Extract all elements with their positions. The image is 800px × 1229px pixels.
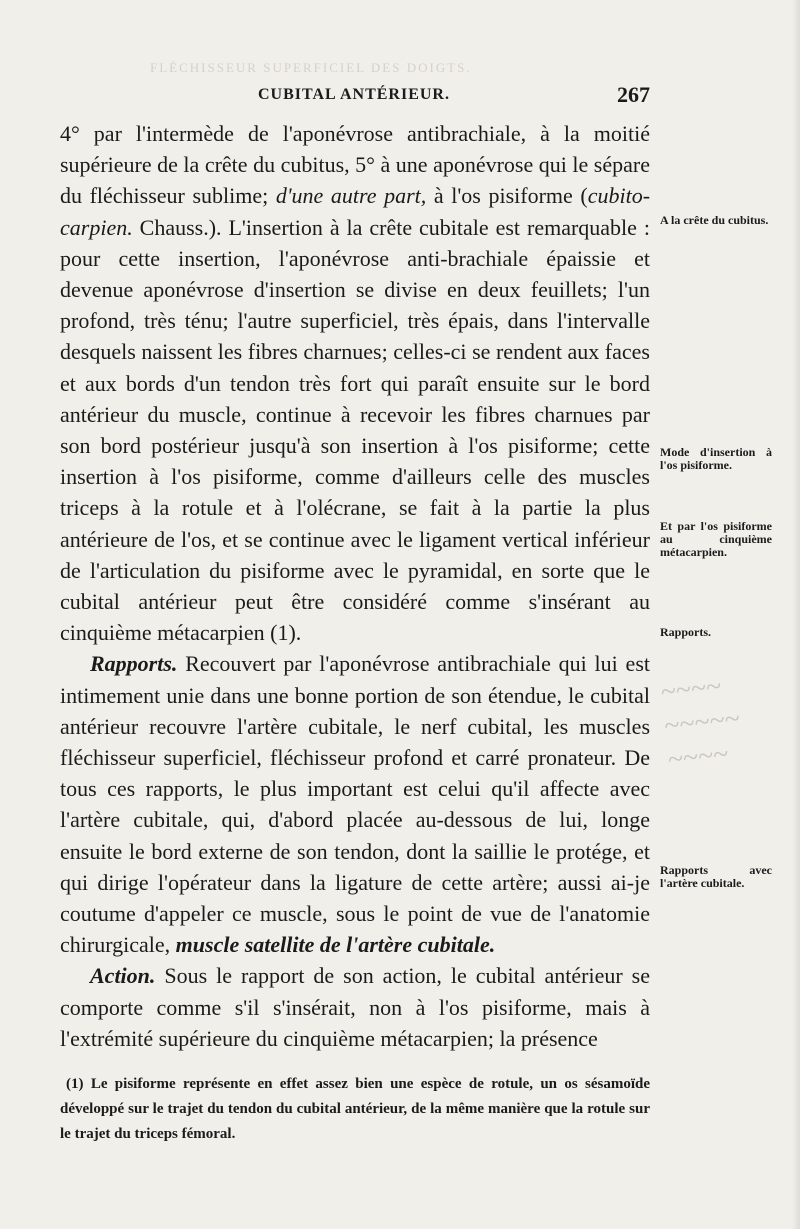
margin-note-rapports: Rapports. (660, 625, 712, 639)
italic-run: muscle satellite de l'artère cubitale. (175, 932, 496, 958)
italic-run: cubito-carpien. (60, 183, 651, 240)
main-text (60, 118, 650, 1054)
margin-note-cinquieme-metacarpien: Et par l'os pisiforme au cinquième métacarpien. (660, 519, 772, 559)
footnote-text: (1) Le pisiforme représente en effet assez bien une espèce de rotule, un os sésamoïde développé sur le trajet du tendon du cubital antérieur, de la même manière que la rotule sur le trajet du triceps fémoral. (60, 1076, 650, 1142)
text-run: 4° par l'intermède de l'aponévrose antibrachiale, à la moitié supérieure de la crête du cubitus, 5° à une aponévrose qui le sépare du fléchisseur sublime; (60, 121, 650, 209)
text-run: à l'os pisiforme ( (426, 183, 588, 209)
page-number: 267 (617, 82, 650, 107)
paragraph-action (60, 960, 650, 1054)
section-heading-rapports: Rapports. (90, 651, 178, 677)
margin-note-pisiforme: Mode d'insertion à l'os pisiforme. (660, 445, 772, 472)
margin-note-crete: A la crête du cubitus. (660, 213, 769, 227)
paragraph-insertion (60, 118, 650, 648)
paragraph-rapports (60, 648, 650, 960)
margin-note-artere-cubitale: Rapports avec l'artère cubitale. (660, 863, 772, 890)
footnote (60, 1072, 650, 1147)
scan-edge-shadow (792, 0, 800, 1229)
page-header (60, 82, 650, 112)
section-heading-action: Action. (90, 963, 156, 989)
text-run: Chauss.). L'insertion à la crête cubitale est remarquable : pour cette insertion, l'aponévrose anti-brachiale épaissie et devenue aponévrose d'insertion se divise en deux feuillets; l'un profond, très ténu; l'autre superficiel, très épais, dans l'intervalle desquels naissent les fibres charnues; celles-ci se rendent aux faces et aux bords d'un tendon très fort qui paraît ensuite sur le bord antérieur du muscle, continue à recevoir les fibres charnues par son bord postérieur jusqu'à son insertion à l'os pisiforme; cette insertion à l'os pisiforme, comme d'ailleurs celle des muscles triceps à la rotule et à l'olécrane, se fait à la partie la plus antérieure de l'os, et se continue avec le ligament vertical inférieur de l'articulation du pisiforme avec le pyramidal, en sorte que le cubital antérieur peut être considéré comme s'insérant au cinquième métacarpien (1). (60, 214, 650, 646)
text-run: Sous le rapport de son action, le cubital antérieur se comporte comme s'il s'insérait, non à l'os pisiforme, mais à l'extrémité supérieure du cinquième métacarpien; la présence (60, 963, 650, 1051)
text-run: Recouvert par l'aponévrose antibrachiale qui lui est intimement unie dans une bonne portion de son étendue, le cubital antérieur recouvre l'artère cubitale, le nerf cubital, les muscles fléchisseur superficiel, fléchisseur profond et carré pronateur. De tous ces rapports, le plus important est celui qu'il affecte avec l'artère cubitale, qui, d'abord placée au-dessous de lui, longe ensuite le bord externe de son tendon, dont la saillie le protége, et qui dirige l'opérateur dans la ligature de cette artère; aussi ai-je coutume d'appeler ce muscle, sous le point de vue de l'anatomie chirurgicale, (60, 651, 650, 958)
show-through-heading: FLÉCHISSEUR SUPERFICIEL DES DOIGTS. (150, 60, 472, 75)
italic-run: d'une autre part, (275, 183, 427, 209)
handwritten-annotation: ~~~~ ~~~~~ ~~~~ (658, 670, 742, 776)
running-head: CUBITAL ANTÉRIEUR. (258, 86, 450, 103)
